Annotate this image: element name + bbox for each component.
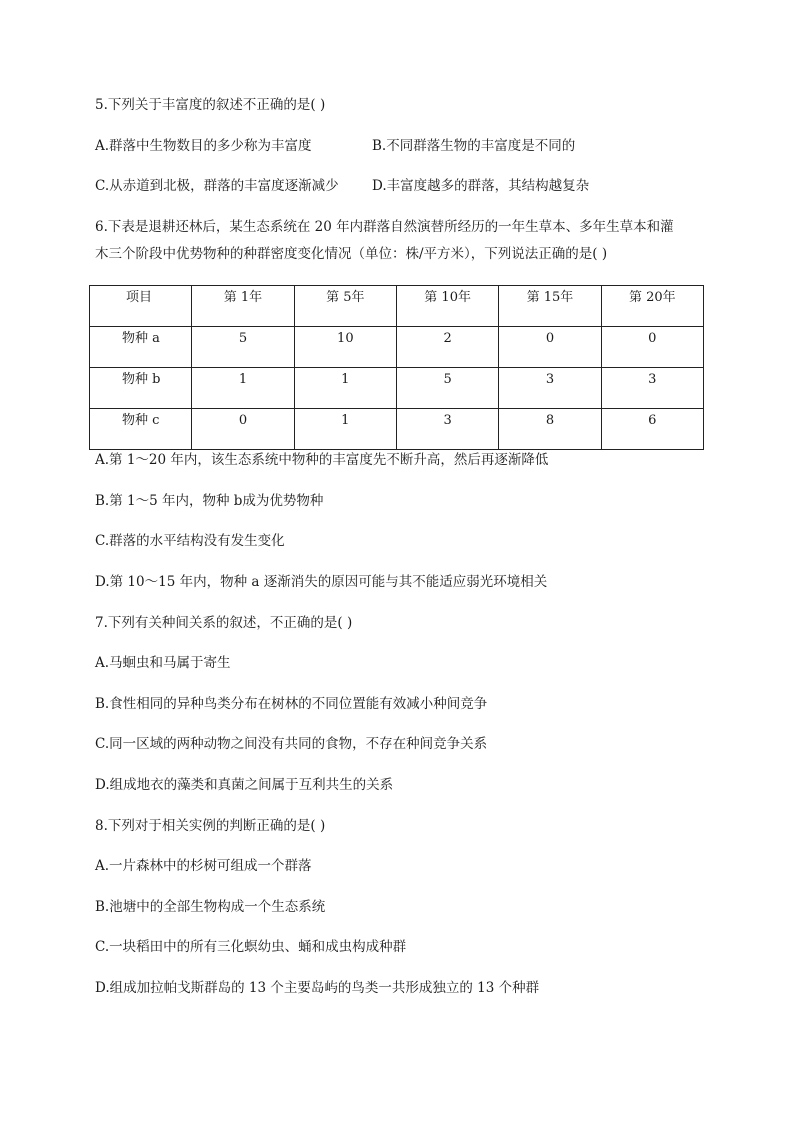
q8-stem: 8.下列对于相关实例的判断正确的是( ) — [95, 818, 326, 834]
q5-option-c: C.从赤道到北极，群落的丰富度逐渐减少 — [95, 178, 339, 194]
table-cell: 0 — [601, 327, 703, 368]
species-density-table — [89, 285, 704, 450]
table-cell: 1 — [294, 409, 396, 450]
table-row-label: 物种 c — [90, 409, 192, 450]
table-cell: 3 — [499, 368, 601, 409]
table-cell: 1 — [294, 368, 396, 409]
table-cell: 10 — [294, 327, 396, 368]
table-row-label: 物种 b — [90, 368, 192, 409]
table-cell: 5 — [192, 327, 294, 368]
q5-option-b: B.不同群落生物的丰富度是不同的 — [372, 138, 576, 154]
q6-option-c: C.群落的水平结构没有发生变化 — [95, 533, 285, 549]
table-header-cell: 第 10年 — [396, 286, 498, 327]
table-cell: 3 — [396, 409, 498, 450]
table-cell: 0 — [192, 409, 294, 450]
q5-option-a: A.群落中生物数目的多少称为丰富度 — [95, 138, 312, 154]
table-header-cell: 第 20年 — [601, 286, 703, 327]
table-cell: 0 — [499, 327, 601, 368]
q7-option-c: C.同一区域的两种动物之间没有共同的食物，不存在种间竞争关系 — [95, 736, 488, 752]
table-cell: 8 — [499, 409, 601, 450]
table-row — [90, 327, 704, 368]
table-cell: 5 — [396, 368, 498, 409]
table-row — [90, 368, 704, 409]
table-cell: 3 — [601, 368, 703, 409]
q5-stem: 5.下列关于丰富度的叙述不正确的是( ) — [95, 97, 326, 113]
q6-option-b: B.第 1～5 年内，物种 b成为优势物种 — [95, 493, 324, 509]
table-header-cell: 项目 — [90, 286, 192, 327]
table-header-cell: 第 1年 — [192, 286, 294, 327]
table-header-cell: 第 5年 — [294, 286, 396, 327]
q7-option-a: A.马蛔虫和马属于寄生 — [95, 655, 231, 671]
table-header-cell: 第 15年 — [499, 286, 601, 327]
q6-option-d: D.第 10～15 年内，物种 a 逐渐消失的原因可能与其不能适应弱光环境相关 — [95, 574, 548, 590]
q8-option-a: A.一片森林中的杉树可组成一个群落 — [95, 858, 312, 874]
table-header-row — [90, 286, 704, 327]
q7-option-d: D.组成地衣的藻类和真菌之间属于互利共生的关系 — [95, 777, 394, 793]
q6-option-a: A.第 1～20 年内，该生态系统中物种的丰富度先不断升高，然后再逐渐降低 — [95, 452, 549, 468]
table-cell: 2 — [396, 327, 498, 368]
table-row — [90, 409, 704, 450]
q6-stem-line2: 木三个阶段中优势物种的种群密度变化情况（单位：株/平方米），下列说法正确的是( ) — [95, 246, 608, 262]
q7-option-b: B.食性相同的异种鸟类分布在树林的不同位置能有效减小种间竞争 — [95, 696, 488, 712]
table-row-label: 物种 a — [90, 327, 192, 368]
table-cell: 1 — [192, 368, 294, 409]
q8-option-b: B.池塘中的全部生物构成一个生态系统 — [95, 899, 326, 915]
q5-option-d: D.丰富度越多的群落，其结构越复杂 — [372, 178, 590, 194]
q8-option-c: C.一块稻田中的所有三化螟幼虫、蛹和成虫构成种群 — [95, 939, 407, 955]
q6-stem-line1: 6.下表是退耕还林后，某生态系统在 20 年内群落自然演替所经历的一年生草本、多年生草本和灌 — [95, 219, 674, 235]
q7-stem: 7.下列有关种间关系的叙述，不正确的是( ) — [95, 615, 353, 631]
table-cell: 6 — [601, 409, 703, 450]
q8-option-d: D.组成加拉帕戈斯群岛的 13 个主要岛屿的鸟类一共形成独立的 13 个种群 — [95, 980, 540, 996]
